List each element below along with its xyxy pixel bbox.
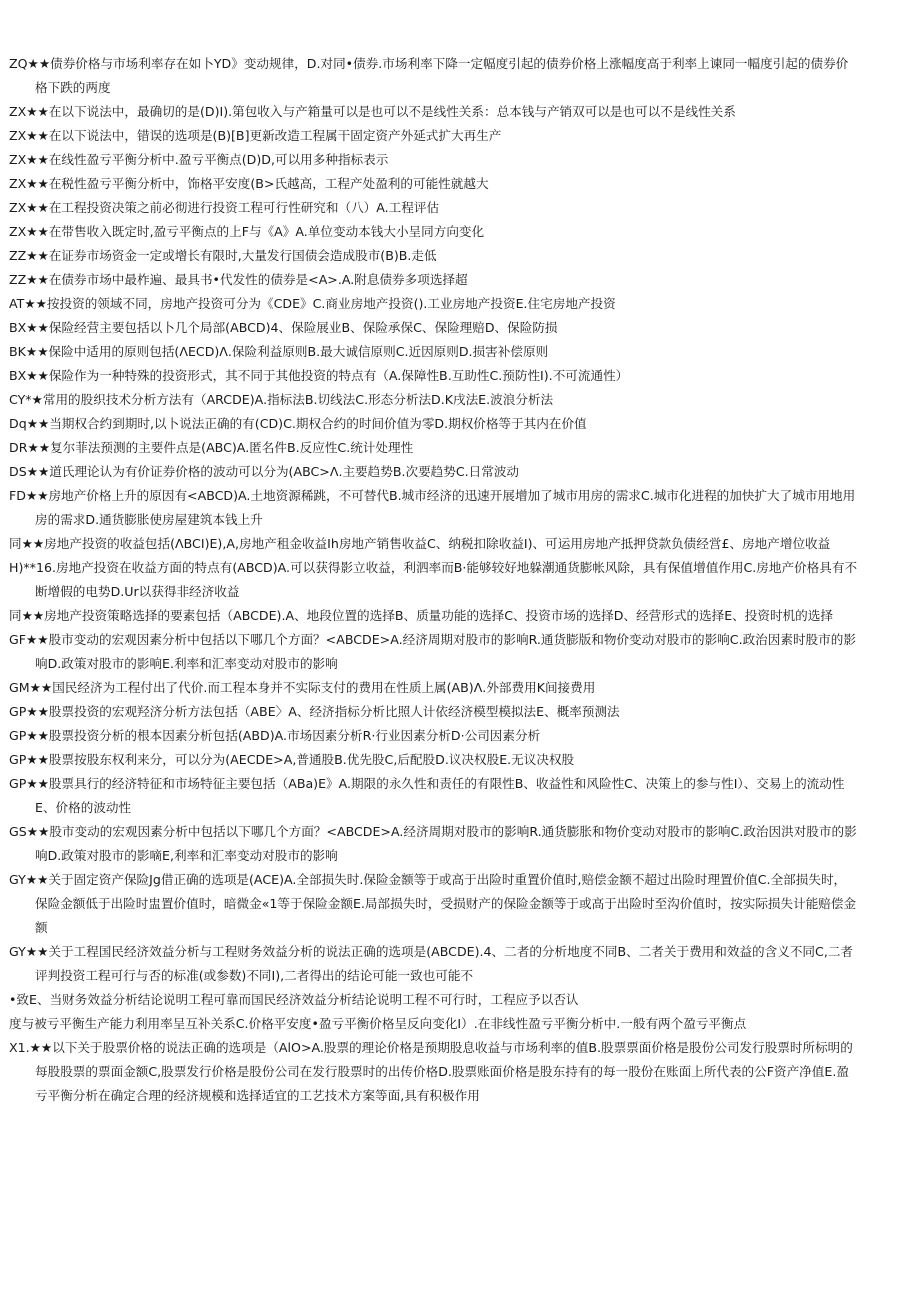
entry-gf-macro-factors: GF★★股市变动的宏观因素分析中包括以下哪几个方面？<ABCDE>A.经济周期对股市的影响R.通货膨版和物价变动对股市的影响C.政治因素时股市的影响D.政策对股市的影响E.利率和汇率变动对股市的影响 bbox=[9, 632, 856, 671]
entry-real-estate-strategy: 同★★房地产投资策略选择的要素包括（ABCDE).A、地段位置的选择B、质量功能的选择C、投资市场的选择D、经营形式的选择E、投资时机的选择 bbox=[9, 608, 833, 623]
entry-real-estate-return-features: H)**16.房地产投资在收益方面的特点有(ABCD)A.可以获得影立收益，利泗率而B·能够较好地躲潮通货膨帐风除，具有保值增值作用C.房地产价格具有不断增假的电势D.Ur以获得非经济收益 bbox=[9, 560, 858, 599]
entry-bx-insurance-features: BX★★保险作为一种特殊的投资形式，其不同于其他投资的特点有（A.保障性B.互助性C.预防性I).不可流通性） bbox=[9, 368, 629, 383]
entry-zx-feasibility-study: ZX★★在工程投资决策之前必彻进行投资工程可行性研究和（八）A.工程评估 bbox=[9, 200, 440, 215]
entry-at-real-estate-types: AT★★按投资的领域不同，房地产投资可分为《CDE》C.商业房地产投资().工业房地产投资E.住宅房地产投资 bbox=[9, 296, 616, 311]
entry-gp-share-features: GP★★股票具行的经济特征和市场特征主要包括（ABa)E》A.期限的永久性和责任的有限性B、收益性和风险性C、决策上的参与性I）、交易上的流动性E、价格的波动性 bbox=[9, 776, 845, 815]
entry-zx-price-safety: ZX★★在税性盈亏平衡分析中，饰格平安度(B>氏越高，工程产处盈利的可能性就越大 bbox=[9, 176, 489, 191]
entry-continuation-breakeven: 度与被亏平衡生产能力利用率呈互补关系C.价格平安度•盈亏平衡价格呈反向变化I）.在非线性盈亏平衡分析中.一般有两个盈亏平衡点 bbox=[9, 1016, 747, 1031]
entry-zz-securities-market: ZZ★★在证券市场资金一定或增长有限时,大量发行国债会造成股市(B)B.走低 bbox=[9, 248, 437, 263]
entry-gp-macro-methods: GP★★股票投资的宏观羟济分析方法包括（ABE〉A、经济指标分析比照人计依经济模型模拟法E、概率预测法 bbox=[9, 704, 620, 719]
entry-zx-most-accurate: ZX★★在以下说法中，最确切的是(D)I).第包收入与产箱量可以是也可以不是线性关系：总本钱与产销双可以是也可以不是线性关系 bbox=[9, 104, 736, 119]
entry-gy-fixed-asset-insurance: GY★★关于固定资产保险Jg借正确的选项是(ACE)A.全部损失时.保险金额等于或高于出险时重置价值时,赔偿金额不超过出险时理置价值C.全部损失时，保险金额低于出险时盅置价值时，暗微金«1等于保险金额E.局部损失时，受损财产的保险金额等于或高于出险时至沟价值时，按实际损失计能赔偿金额 bbox=[9, 872, 857, 935]
entry-zz-bond-market: ZZ★★在债券市场中最柞遍、最具书•代发性的债券是<A>.A.附息债券多项选择超 bbox=[9, 272, 468, 287]
entry-bk-insurance-principles: BK★★保险中适用的原则包括(ΛECD)Λ.保险利益原则B.最大诚信原则C.近因原则D.损害补偿原则 bbox=[9, 344, 549, 359]
entry-gm-national-economy: GM★★国民经济为工程付出了代价.而工程本身并不实际支付的费用在性质上属(AB)Λ.外部费用K间接费用 bbox=[9, 680, 596, 695]
entry-zq-bond-price-rule: ZQ★★债券价格与市场利率存在如卜YD》变动规律，D.对同•债券.市场利率下降一定幅度引起的债券价格上涨幅度高于利率上谏同一幅度引起的债券价格下跌的两度 bbox=[9, 56, 849, 95]
entry-gy-economic-vs-financial: GY★★关于工程国民经济效益分析与工程财务效益分析的说法正确的选项是(ABCDE).4、二者的分析地度不同B、二者关于费用和效益的含义不同C,二者评判投资工程可行与否的标准(或参数)不同I),二者得出的结论可能一致也可能不 bbox=[9, 944, 854, 983]
entry-x1-share-price: X1.★★以下关于股票价格的说法正确的选项是（AlO>A.股票的理论价格是预期股息收益与市场利率的值B.股票票面价格是股份公司发行股票时所标明的每股股票的票面金额C,股票发行价格是股份公司在发行股票时的出传价格D.股票账面价格是股东持有的每一股份在账面上所代表的公F资产净值E.盈亏平衡分析在确定合理的经济规模和选择适宜的工艺技术方案等面,具有积极作用 bbox=[9, 1040, 853, 1103]
entry-ds-dow-theory: DS★★道氏理论认为有价证券价格的波动可以分为(ABC>Λ.主要趋势B.次要趋势C.日常波动 bbox=[9, 464, 520, 479]
entry-bx-insurance-operation: BX★★保险经营主要包括以卜几个局部(ABCD)4、保险展业B、保险承保C、保险理赔D、保险防损 bbox=[9, 320, 558, 335]
entry-fd-real-estate-price: FD★★房地产价格上升的原因有<ABCD)A.土地资源稀跳，不可替代B.城市经济的迅速开展增加了城市用房的需求C.城市化进程的加快扩大了城市用地用房的需求D.通货膨胀使房屋建筑本钱上升 bbox=[9, 488, 856, 527]
entry-zx-sales-income: ZX★★在带售收入既定时,盈亏平衡点的上F与《A》A.单位变动本钱大小呈同方向变化 bbox=[9, 224, 485, 239]
entry-gp-fundamental-analysis: GP★★股票投资分析的根本因素分析包括(ABD)A.市场因素分析R·行业因素分析D·公司因素分析 bbox=[9, 728, 541, 743]
entry-zx-breakeven-point: ZX★★在线性盈亏平衡分析中.盈亏平衡点(D)D,可以用多种指标表示 bbox=[9, 152, 389, 167]
entry-continuation-consistency: •致E、当财务效益分析结论说明工程可靠而国民经济效益分析结论说明工程不可行时，工程应予以否认 bbox=[9, 992, 579, 1007]
entry-gp-share-types: GP★★股票按股东权利来分，可以分为(AECDE>A,普通股B.优先股C,后配股D.议决权股E.无议决权股 bbox=[9, 752, 575, 767]
entry-cy-technical-analysis: CY*★常用的股织技术分析方法有（ARCDE)A.指标法B.切线法C.形态分析法D.K戌法E.波浪分析法 bbox=[9, 392, 554, 407]
entry-dq-option-expiry: Dq★★当期权合约到期时,以卜说法正确的有(CD)C.期权合约的时间价值为零D.期权价格等于其内在价值 bbox=[9, 416, 587, 431]
entry-gs-macro-factors: GS★★股市变动的宏观因素分析中包括以下哪几个方面？<ABCDE>A.经济周期对股市的影响R.通货膨胀和物价变动对股市的影响C.政治因洪对股市的影响D.政策对股市的影嘀E,利率和汇率变动对股市的影响 bbox=[9, 824, 857, 863]
entry-dr-delphi-method: DR★★复尔菲法预测的主要件点是(ABC)A.匿名件B.反应性C.统计处理性 bbox=[9, 440, 414, 455]
entry-real-estate-income: 同★★房地产投资的收益包括(ΛBCI)E),A,房地产租金收益Ih房地产销售收益C、纳税扣除收益I)、可运用房地产抵押贷款负债经営£、房地产增位收益 bbox=[9, 536, 831, 551]
entry-zx-wrong-option: ZX★★在以下说法中，错误的选项是(B)[B]更新改造工程属干固定资产外延式扩大再生产 bbox=[9, 128, 502, 143]
